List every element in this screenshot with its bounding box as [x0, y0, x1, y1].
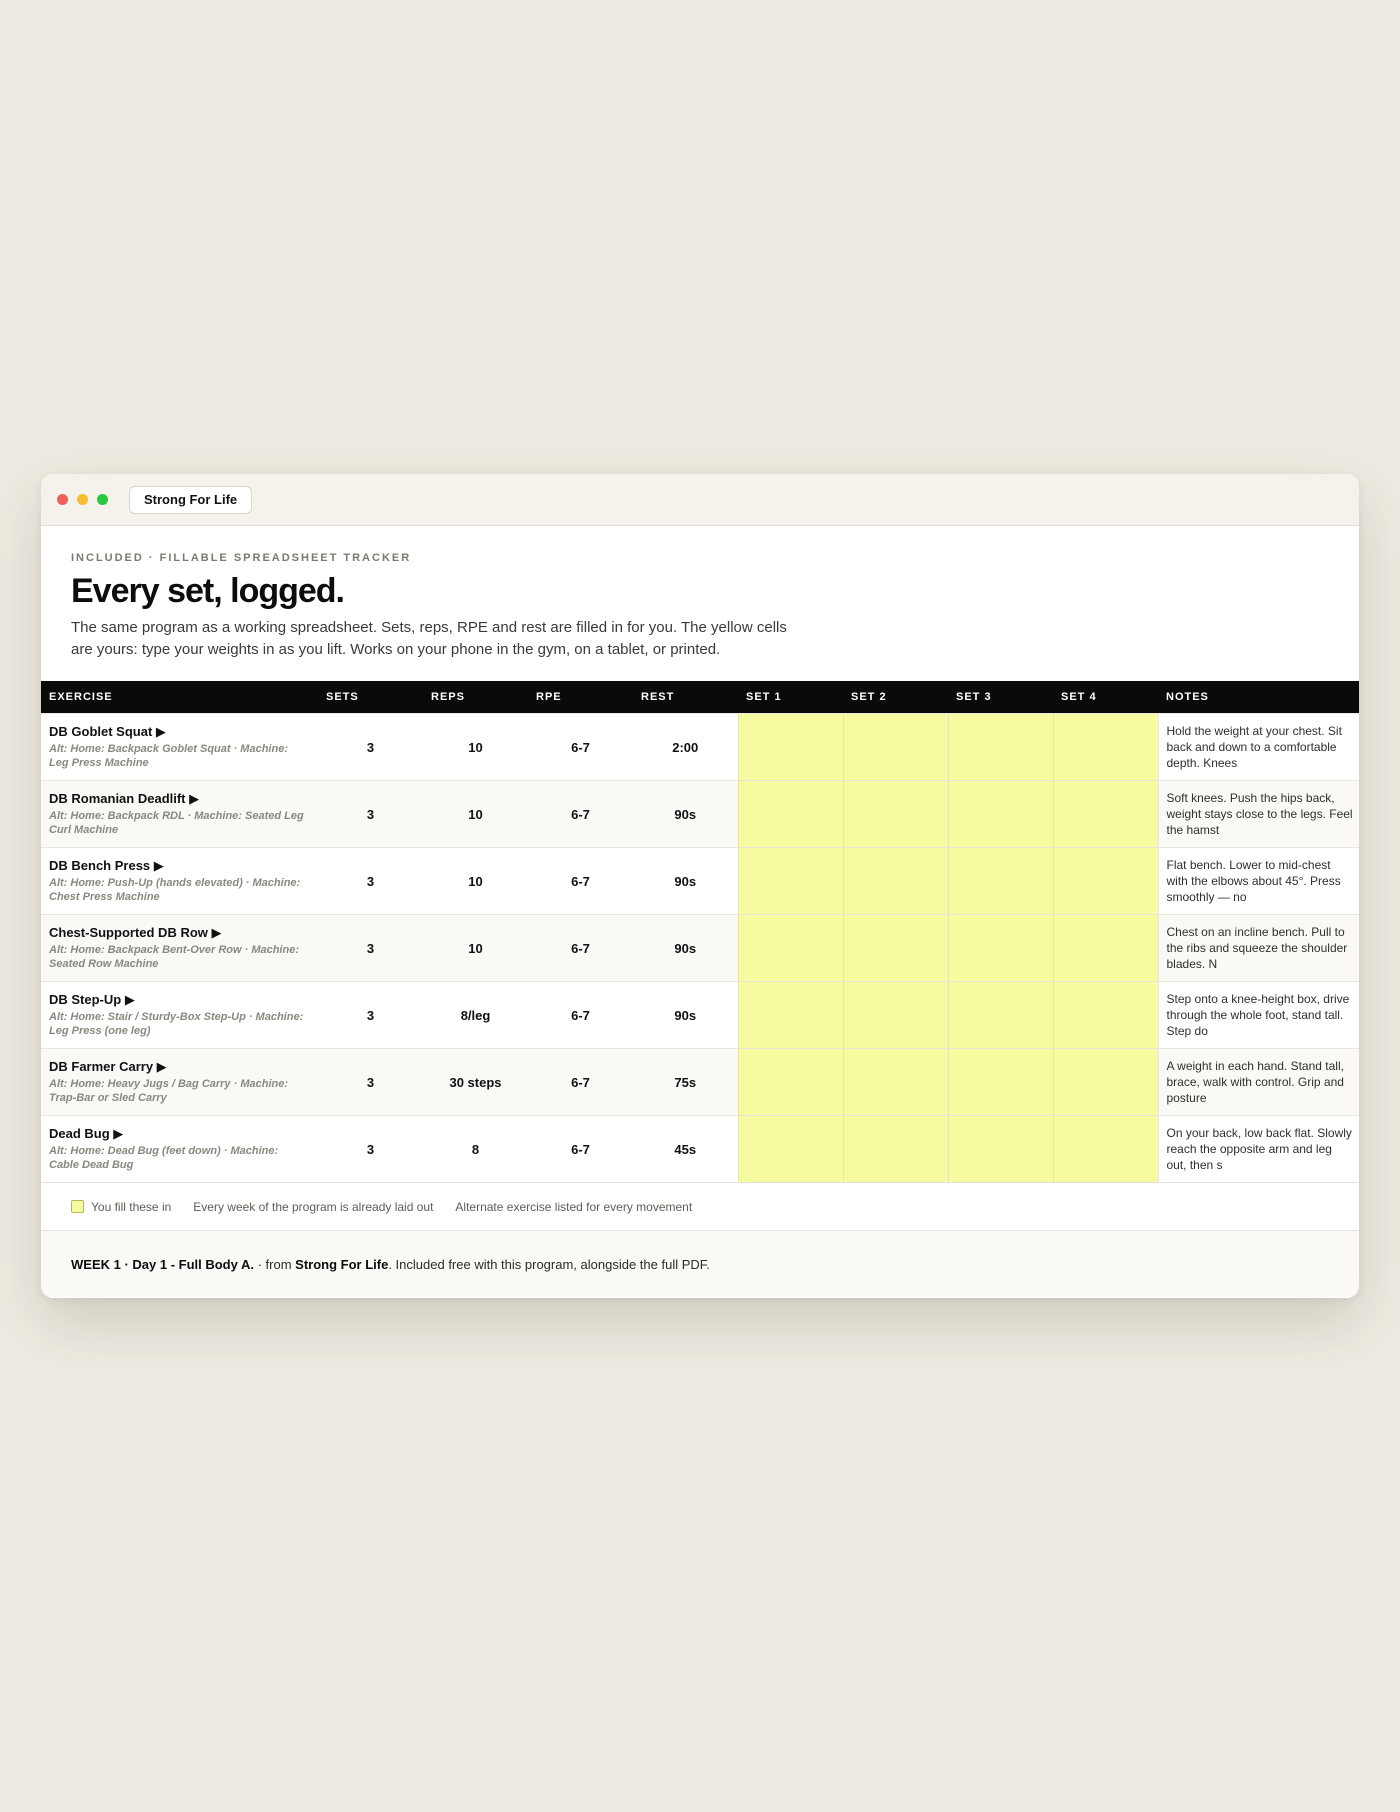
- set-4-input[interactable]: [1053, 848, 1158, 915]
- set-3-input[interactable]: [948, 714, 1053, 781]
- exercise-cell: [41, 714, 318, 781]
- footer-from: · from: [253, 1256, 296, 1272]
- rpe-cell: 6-7: [528, 848, 633, 915]
- notes-cell: Chest on an incline bench. Pull to the ribs and squeeze the shoulder blades. N: [1158, 915, 1359, 982]
- set-1-input[interactable]: [738, 781, 843, 848]
- exercise-cell: [41, 915, 318, 982]
- notes-cell: Hold the weight at your chest. Sit back and down to a comfortable depth. Knees: [1158, 714, 1359, 781]
- footer-tail: . Included free with this program, alongside the full PDF.: [388, 1256, 710, 1272]
- app-window: [41, 474, 1359, 1298]
- sets-cell: 3: [318, 915, 423, 982]
- set-3-input[interactable]: [948, 1116, 1053, 1183]
- footer: [41, 1230, 1359, 1297]
- exercise-name[interactable]: DB Step-Up ▶: [49, 992, 135, 1007]
- notes-cell: Step onto a knee-height box, drive through the whole foot, stand tall. Step do: [1158, 982, 1359, 1049]
- table-row: [41, 848, 1359, 915]
- title-bar: [41, 474, 1359, 526]
- rest-cell: 90s: [633, 848, 738, 915]
- rest-cell: 90s: [633, 915, 738, 982]
- eyebrow-label: INCLUDED · FILLABLE SPREADSHEET TRACKER: [71, 552, 412, 564]
- header-exercise: EXERCISE: [41, 681, 318, 714]
- table-row: [41, 1116, 1359, 1183]
- table-row: [41, 1049, 1359, 1116]
- page-title: Every set, logged.: [71, 572, 344, 610]
- reps-cell: 10: [423, 714, 528, 781]
- notes-cell: Flat bench. Lower to mid-chest with the elbows about 45°. Press smoothly — no: [1158, 848, 1359, 915]
- exercise-alternates: Alt: Home: Push-Up (hands elevated) · Machine: Chest Press Machine: [49, 877, 301, 903]
- exercise-name[interactable]: Chest-Supported DB Row ▶: [49, 925, 222, 940]
- legend-fill: [71, 1200, 171, 1214]
- set-1-input[interactable]: [738, 714, 843, 781]
- sets-cell: 3: [318, 1116, 423, 1183]
- rpe-cell: 6-7: [528, 982, 633, 1049]
- table-header-row: [41, 681, 1359, 714]
- rpe-cell: 6-7: [528, 714, 633, 781]
- rpe-cell: 6-7: [528, 781, 633, 848]
- table-row: [41, 982, 1359, 1049]
- set-3-input[interactable]: [948, 915, 1053, 982]
- exercise-cell: [41, 982, 318, 1049]
- exercise-cell: [41, 1049, 318, 1116]
- header-set-2: SET 2: [843, 681, 948, 714]
- rest-cell: 2:00: [633, 714, 738, 781]
- table-row: [41, 714, 1359, 781]
- notes-cell: A weight in each hand. Stand tall, brace, walk with control. Grip and posture: [1158, 1049, 1359, 1116]
- rpe-cell: 6-7: [528, 1049, 633, 1116]
- reps-cell: 10: [423, 781, 528, 848]
- notes-cell: Soft knees. Push the hips back, weight stays close to the legs. Feel the hamst: [1158, 781, 1359, 848]
- rest-cell: 45s: [633, 1116, 738, 1183]
- legend: [41, 1182, 1359, 1230]
- yellow-swatch-icon: [71, 1200, 84, 1213]
- set-1-input[interactable]: [738, 848, 843, 915]
- exercise-cell: [41, 1116, 318, 1183]
- reps-cell: 10: [423, 915, 528, 982]
- set-2-input[interactable]: [843, 848, 948, 915]
- set-2-input[interactable]: [843, 1116, 948, 1183]
- set-4-input[interactable]: [1053, 1116, 1158, 1183]
- set-1-input[interactable]: [738, 915, 843, 982]
- header-set-3: SET 3: [948, 681, 1053, 714]
- header-rest: REST: [633, 681, 738, 714]
- set-2-input[interactable]: [843, 982, 948, 1049]
- set-3-input[interactable]: [948, 1049, 1053, 1116]
- header-reps: REPS: [423, 681, 528, 714]
- header-notes: NOTES: [1158, 681, 1359, 714]
- exercise-name[interactable]: DB Farmer Carry ▶: [49, 1059, 167, 1074]
- exercise-cell: [41, 848, 318, 915]
- sets-cell: 3: [318, 1049, 423, 1116]
- rest-cell: 90s: [633, 781, 738, 848]
- set-1-input[interactable]: [738, 1049, 843, 1116]
- table-row: [41, 915, 1359, 982]
- footer-brand: Strong For Life: [295, 1256, 389, 1272]
- set-3-input[interactable]: [948, 982, 1053, 1049]
- exercise-name[interactable]: Dead Bug ▶: [49, 1126, 124, 1141]
- rpe-cell: 6-7: [528, 915, 633, 982]
- intro-description: The same program as a working spreadsheet. Sets, reps, RPE and rest are filled in for you. The yellow cells are yours: type your weights in as you lift. Works on your phone in the gym, on a tablet, or printed.: [71, 619, 787, 658]
- set-1-input[interactable]: [738, 1116, 843, 1183]
- exercise-alternates: Alt: Home: Stair / Sturdy-Box Step-Up · Machine: Leg Press (one leg): [49, 1011, 304, 1037]
- reps-cell: 8: [423, 1116, 528, 1183]
- reps-cell: 8/leg: [423, 982, 528, 1049]
- exercise-alternates: Alt: Home: Dead Bug (feet down) · Machine: Cable Dead Bug: [49, 1145, 279, 1171]
- tab-strong-for-life[interactable]: Strong For Life: [129, 486, 252, 514]
- set-2-input[interactable]: [843, 1049, 948, 1116]
- minimize-window-button[interactable]: [77, 494, 88, 505]
- sets-cell: 3: [318, 982, 423, 1049]
- sets-cell: 3: [318, 714, 423, 781]
- exercise-name[interactable]: DB Goblet Squat ▶: [49, 724, 166, 739]
- tracker-table: [41, 681, 1359, 1182]
- notes-cell: On your back, low back flat. Slowly reach the opposite arm and leg out, then s: [1158, 1116, 1359, 1183]
- set-4-input[interactable]: [1053, 714, 1158, 781]
- close-window-button[interactable]: [57, 494, 68, 505]
- exercise-cell: [41, 781, 318, 848]
- exercise-alternates: Alt: Home: Heavy Jugs / Bag Carry · Machine: Trap-Bar or Sled Carry: [49, 1078, 289, 1104]
- set-3-input[interactable]: [948, 781, 1053, 848]
- set-2-input[interactable]: [843, 781, 948, 848]
- legend-weeks-label: Every week of the program is already laid out: [193, 1199, 434, 1214]
- table-row: [41, 781, 1359, 848]
- set-3-input[interactable]: [948, 848, 1053, 915]
- rest-cell: 90s: [633, 982, 738, 1049]
- header-set-4: SET 4: [1053, 681, 1158, 714]
- set-4-input[interactable]: [1053, 1049, 1158, 1116]
- set-2-input[interactable]: [843, 714, 948, 781]
- legend-fill-label: You fill these in: [91, 1199, 172, 1214]
- exercise-name[interactable]: DB Romanian Deadlift ▶: [49, 791, 200, 806]
- rest-cell: 75s: [633, 1049, 738, 1116]
- set-1-input[interactable]: [738, 982, 843, 1049]
- footer-session: WEEK 1 · Day 1 - Full Body A.: [71, 1256, 254, 1272]
- maximize-window-button[interactable]: [97, 494, 108, 505]
- exercise-alternates: Alt: Home: Backpack RDL · Machine: Seated Leg Curl Machine: [49, 810, 304, 836]
- header-set-1: SET 1: [738, 681, 843, 714]
- exercise-name[interactable]: DB Bench Press ▶: [49, 858, 164, 873]
- reps-cell: 10: [423, 848, 528, 915]
- set-4-input[interactable]: [1053, 915, 1158, 982]
- reps-cell: 30 steps: [423, 1049, 528, 1116]
- set-4-input[interactable]: [1053, 982, 1158, 1049]
- exercise-alternates: Alt: Home: Backpack Bent-Over Row · Machine: Seated Row Machine: [49, 944, 299, 970]
- rpe-cell: 6-7: [528, 1116, 633, 1183]
- set-2-input[interactable]: [843, 915, 948, 982]
- exercise-alternates: Alt: Home: Backpack Goblet Squat · Machine: Leg Press Machine: [49, 743, 288, 769]
- set-4-input[interactable]: [1053, 781, 1158, 848]
- sets-cell: 3: [318, 781, 423, 848]
- header-rpe: RPE: [528, 681, 633, 714]
- header-sets: SETS: [318, 681, 423, 714]
- sets-cell: 3: [318, 848, 423, 915]
- legend-alt-label: Alternate exercise listed for every movement: [455, 1199, 693, 1214]
- intro-section: [41, 526, 1359, 681]
